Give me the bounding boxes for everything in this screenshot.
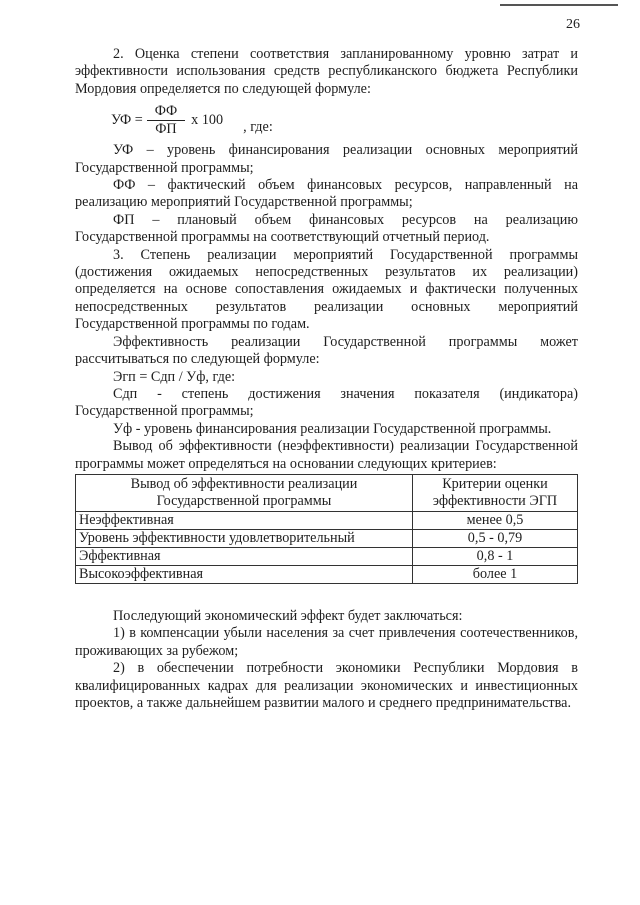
table-row xyxy=(76,511,578,529)
table-cell-criteria: 0,5 - 0,79 xyxy=(413,529,578,547)
definition-sdp: Сдп - степень достижения значения показателя (индикатора) Государственной программы; xyxy=(75,385,578,420)
table-row xyxy=(76,547,578,565)
list-item-effect-1: 1) в компенсации убыли населения за счет привлечения соотечественников, проживающих за рубежом; xyxy=(75,625,578,659)
table-cell-conclusion: Высокоэффективная xyxy=(76,565,413,583)
definition-uf: УФ – уровень финансирования реализации основных мероприятий Государственной программы; xyxy=(75,142,578,176)
paragraph-implementation-degree: 3. Степень реализации мероприятий Государственной программы (достижения ожидаемых непосредственных результатов их реализации) определяется на основе сопоставления ожидаемых и фактически полученных непосредственных результатов реализации основных мероприятий Государственной программы по годам. xyxy=(75,246,578,333)
table-cell-criteria: 0,8 - 1 xyxy=(413,547,578,565)
criteria-table xyxy=(75,474,578,584)
formula-uf-lhs: УФ = xyxy=(111,111,143,128)
table-cell-criteria: менее 0,5 xyxy=(413,511,578,529)
formula-uf xyxy=(111,100,578,140)
paragraph-efficiency: Эффективность реализации Государственной программы может рассчитываться по следующей формуле: xyxy=(75,333,578,368)
table-cell-conclusion: Уровень эффективности удовлетворительный xyxy=(76,529,413,547)
table-cell-conclusion: Эффективная xyxy=(76,547,413,565)
formula-uf-numerator: ФФ xyxy=(147,103,185,121)
formula-uf-denominator: ФП xyxy=(155,120,177,137)
definition-fp: ФП – плановый объем финансовых ресурсов на реализацию Государственной программы на соответствующий отчетный период. xyxy=(75,211,578,246)
paragraph-economic-effect: Последующий экономический эффект будет заключаться: xyxy=(113,607,463,624)
table-header-criteria: Критерии оценки эффективности ЭГП xyxy=(413,474,578,511)
table-row xyxy=(76,529,578,547)
formula-uf-multiplier: х 100 xyxy=(191,111,224,128)
table-cell-criteria: более 1 xyxy=(413,565,578,583)
formula-uf-fraction xyxy=(147,103,185,138)
definition-ff: ФФ – фактический объем финансовых ресурсов, направленный на реализацию мероприятий Государственной программы; xyxy=(75,177,578,211)
spacer xyxy=(75,584,578,608)
table-cell-conclusion: Неэффективная xyxy=(76,511,413,529)
table-header-conclusion: Вывод об эффективности реализации Государственной программы xyxy=(76,474,413,511)
paragraph-conclusion-criteria: Вывод об эффективности (неэффективности) реализации Государственной программы может определяться на основании следующих критериев: xyxy=(75,438,578,472)
formula-egp: Эгп = Сдп / Уф, где: xyxy=(113,368,236,385)
definition-uf-level: Уф - уровень финансирования реализации Государственной программы. xyxy=(113,420,552,437)
scan-mark-line xyxy=(500,4,618,6)
list-item-effect-2: 2) в обеспечении потребности экономики Республики Мордовия в квалифицированных кадрах для реализации экономических и инвестиционных проектов, а также дальнейшем развитии малого и среднего предпринимательства. xyxy=(75,660,578,711)
formula-uf-where: , где: xyxy=(243,118,273,135)
document-body xyxy=(75,46,578,712)
table-header-row xyxy=(76,474,578,511)
paragraph-cost-assessment: 2. Оценка степени соответствия запланированному уровню затрат и эффективности использования средств республиканского бюджета Республики Мордовия определяется по следующей формуле: xyxy=(75,46,578,97)
table-row xyxy=(76,565,578,583)
page-number: 26 xyxy=(566,17,580,32)
